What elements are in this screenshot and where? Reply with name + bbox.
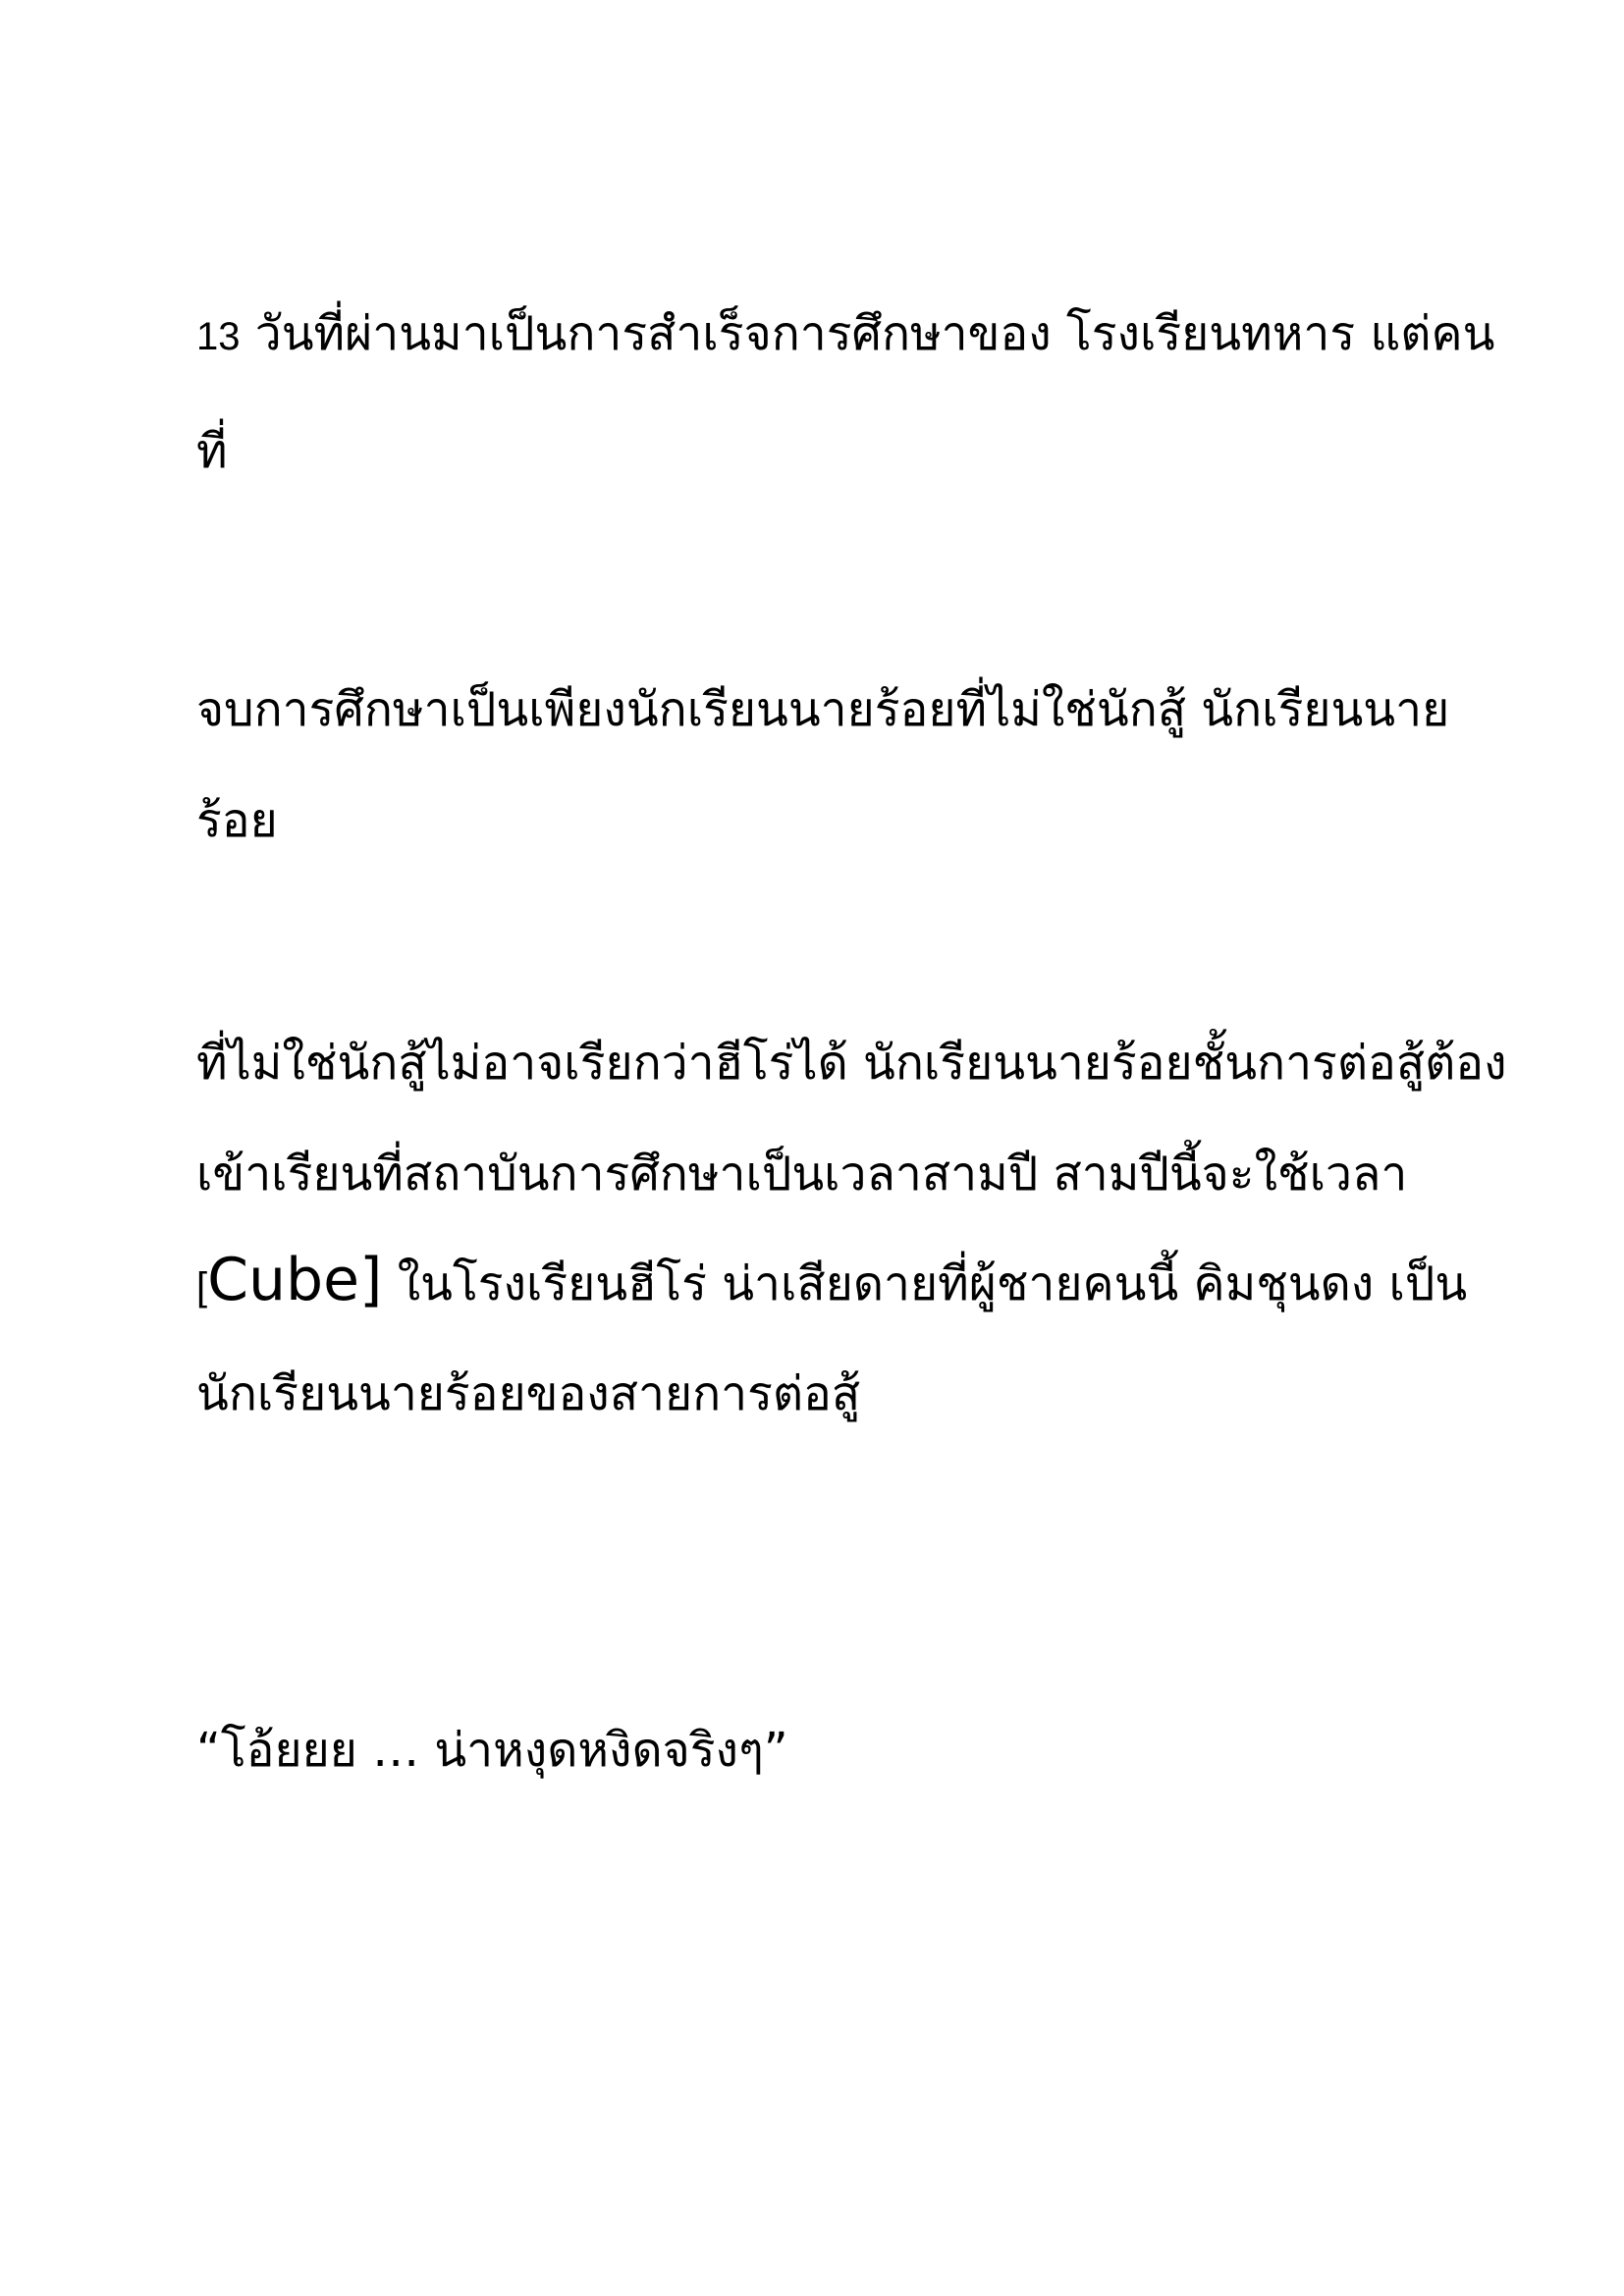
- paragraph-1-line-1: [196, 306, 1494, 363]
- line-text: วันที่ผ่านมาเป็นการสำเร็จการศึกษาของ โรงเรียนทหาร แต่คน: [240, 306, 1495, 361]
- paragraph-3-line-4: นักเรียนนายร้อยของสายการต่อสู้: [196, 1366, 861, 1421]
- paragraph-1-line-2: ที่: [196, 424, 228, 479]
- paragraph-3-line-2: เข้าเรียนที่สถาบันการศึกษาเป็นเวลาสามปี สามปีนี้จะใช้เวลา: [196, 1147, 1408, 1201]
- line-text: ในโรงเรียนฮีโร่ น่าเสียดายที่ผู้ชายคนนี้ คิมชุนดง เป็น: [382, 1256, 1468, 1311]
- cube-term: Cube]: [207, 1246, 383, 1314]
- dialogue-line: “โอ้ยยย … น่าหงุดหงิดจริงๆ”: [196, 1723, 788, 1778]
- paragraph-3-line-3: [196, 1245, 1467, 1315]
- paragraph-3-line-1: ที่ไม่ใช่นักสู้ไม่อาจเรียกว่าฮีโร่ได้ นักเรียนนายร้อยชั้นการต่อสู้ต้อง: [196, 1036, 1507, 1091]
- paragraph-2-line-2: ร้อย: [196, 793, 278, 848]
- chapter-day-number: 13: [196, 315, 241, 358]
- paragraph-2-line-1: จบการศึกษาเป็นเพียงนักเรียนนายร้อยที่ไม่ใช่นักสู้ นักเรียนนาย: [196, 682, 1450, 737]
- open-bracket: [: [196, 1265, 208, 1308]
